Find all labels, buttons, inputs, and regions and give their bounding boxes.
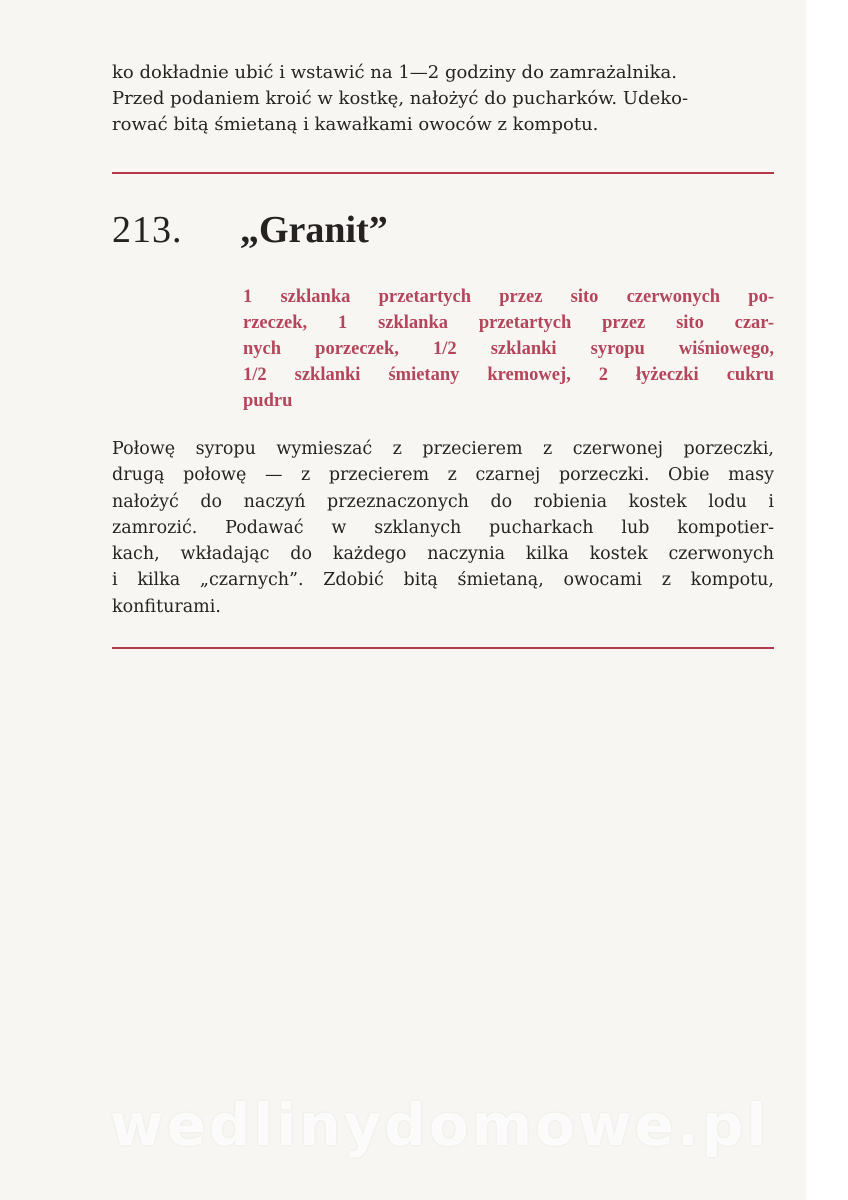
text-line: ko dokładnie ubić i wstawić na 1—2 godziny do zamrażalnika. [112,62,677,83]
recipe-number: 213. [112,209,183,251]
recipe-instructions [112,436,774,620]
ingredients-list [243,284,774,414]
watermark: wedlinydomowe.pl [110,1091,770,1159]
text-line: rować bitą śmietaną i kawałkami owoców z kompotu. [112,114,599,135]
instructions-line: zamrozić. Podawać w szklanych pucharkach lub kompotier- [112,517,774,538]
page-edge [806,0,848,1200]
ingredients-line: 1 szklanka przetartych przez sito czerwonych po- [243,287,774,307]
ingredients-line: rzeczek, 1 szklanka przetartych przez sito czar- [243,313,774,333]
previous-recipe-ending [112,60,774,138]
ingredients-line: pudru [243,391,293,411]
ingredients-line: nych porzeczek, 1/2 szklanki syropu wiśniowego, [243,339,774,359]
instructions-line: nałożyć do naczyń przeznaczonych do robienia kostek lodu i [112,491,774,512]
instructions-line: kach, wkładając do każdego naczynia kilka kostek czerwonych [112,544,774,565]
instructions-line: Połowę syropu wymieszać z przecierem z czerwonej porzeczki, [112,439,774,459]
section-divider [112,647,774,649]
recipe-title: „Granit” [240,209,388,251]
instructions-line: konfiturami. [112,596,221,617]
ingredients-line: 1/2 szklanki śmietany kremowej, 2 łyżeczki cukru [243,365,774,385]
instructions-line: drugą połowę — z przecierem z czarnej porzeczki. Obie masy [112,465,774,486]
text-line: Przed podaniem kroić w kostkę, nałożyć do pucharków. Udeko- [112,88,689,109]
section-divider [112,172,774,174]
instructions-line: i kilka „czarnych”. Zdobić bitą śmietaną, owocami z kompotu, [112,570,774,591]
